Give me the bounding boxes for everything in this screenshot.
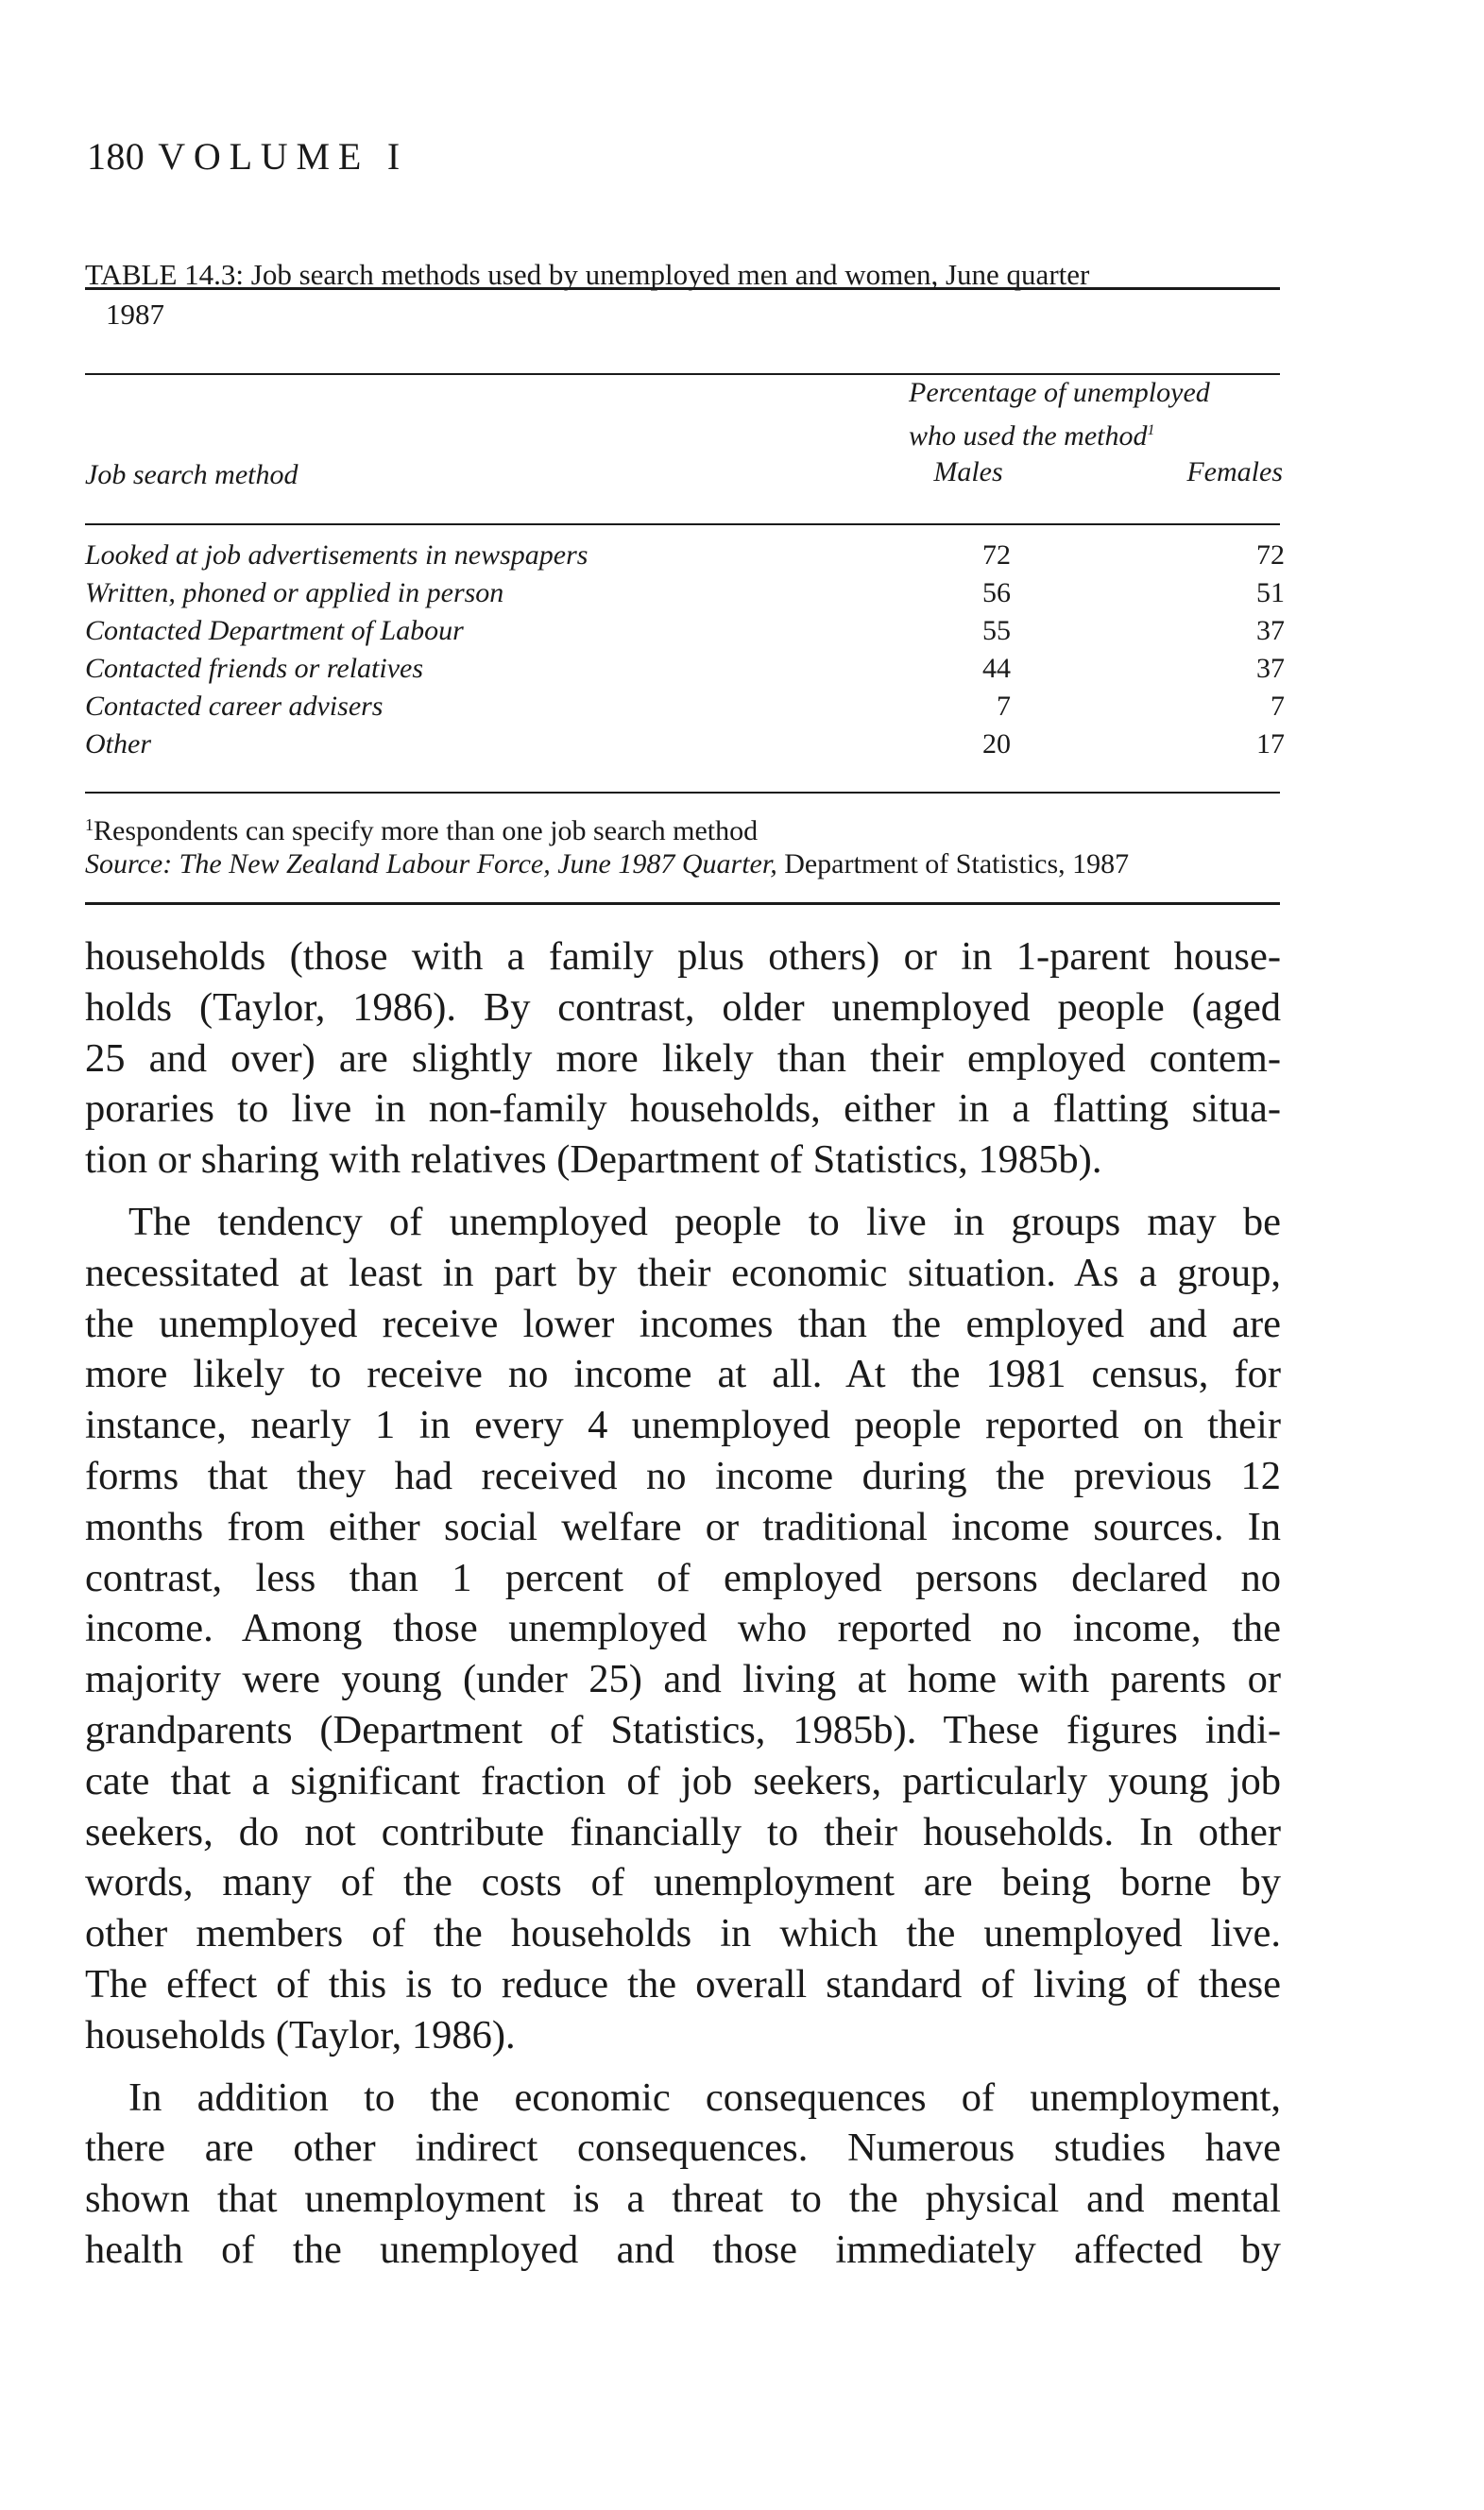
column-header-males: Males [933, 456, 1003, 487]
percentage-header-line1: Percentage of unemployed [909, 377, 1210, 408]
text-line: seekers, do not contribute financially to their households. In other [85, 1809, 1281, 1854]
source-rest: Department of Statistics, 1987 [776, 848, 1130, 879]
page-number: 180 [87, 135, 145, 178]
table-row [85, 574, 1285, 612]
row-females: 7 [1271, 691, 1285, 722]
text-line: majority were young (under 25) and living at home with parents or [85, 1657, 1281, 1702]
text-line: households (Taylor, 1986). [85, 2012, 516, 2058]
text-line: words, many of the costs of unemployment are being borne by [85, 1860, 1281, 1905]
text-line: more likely to receive no income at all. At the 1981 census, for [85, 1352, 1281, 1397]
percentage-header-group [907, 374, 1285, 455]
text-line: The effect of this is to reduce the overall standard of living of these [85, 1961, 1281, 2006]
row-method: Looked at job advertisements in newspapers [85, 539, 588, 571]
paragraph-3 [85, 2073, 1281, 2276]
text-line: shown that unemployment is a threat to the physical and mental [85, 2177, 1281, 2222]
table-end-rule [85, 902, 1280, 905]
paragraph-1 [85, 931, 1281, 1186]
source-label: Source: The New Zealand Labour Force, June 1987 Quarter, [85, 848, 777, 879]
table-source [85, 845, 1129, 884]
text-line: contrast, less than 1 percent of employed persons declared no [85, 1555, 1281, 1600]
row-females: 37 [1256, 615, 1285, 646]
table-header-bottom-rule [85, 523, 1280, 525]
table-body [85, 537, 1285, 763]
row-method: Written, phoned or applied in person [85, 577, 504, 608]
text-line: poraries to live in non-family households, either in a flatting situa- [85, 1086, 1281, 1132]
row-method: Contacted friends or relatives [85, 653, 424, 684]
paragraph-2 [85, 1197, 1281, 2061]
text-line: holds (Taylor, 1986). By contrast, older unemployed people (aged [85, 984, 1281, 1030]
row-males: 7 [997, 691, 1011, 722]
text-line: the unemployed receive lower incomes than the employed and are [85, 1301, 1281, 1346]
running-head [87, 134, 408, 179]
text-line: The tendency of unemployed people to live in groups may be [128, 1199, 1281, 1244]
text-line: there are other indirect consequences. Numerous studies have [85, 2126, 1281, 2171]
table-caption [85, 255, 1285, 334]
row-females: 17 [1256, 728, 1285, 760]
row-method: Contacted Department of Labour [85, 615, 464, 646]
text-line: necessitated at least in part by their economic situation. As a group, [85, 1250, 1281, 1295]
row-males: 20 [982, 728, 1011, 760]
row-females: 51 [1256, 577, 1285, 608]
row-method: Contacted career advisers [85, 691, 384, 722]
row-females: 37 [1256, 653, 1285, 684]
table-row [85, 688, 1285, 726]
text-line: 25 and over) are slightly more likely than their employed contem- [85, 1035, 1281, 1081]
footnote-mark: 1 [85, 815, 94, 834]
text-line: forms that they had received no income during the previous 12 [85, 1453, 1281, 1498]
text-line: health of the unemployed and those immediately affected by [85, 2227, 1281, 2272]
row-females: 72 [1256, 539, 1285, 571]
table-row [85, 537, 1285, 574]
body-text [85, 931, 1281, 2287]
column-header-females: Females [1186, 456, 1283, 487]
text-line: tion or sharing with relatives (Department of Statistics, 1985b). [85, 1137, 1102, 1183]
row-method: Other [85, 728, 151, 760]
row-males: 72 [982, 539, 1011, 571]
text-line: In addition to the economic consequences of unemployment, [128, 2075, 1281, 2120]
column-header-method: Job search method [85, 459, 299, 490]
row-males: 44 [982, 653, 1011, 684]
table-row [85, 650, 1285, 688]
header-footnote-mark: 1 [1147, 422, 1155, 438]
text-line: households (those with a family plus others) or in 1-parent house- [85, 934, 1281, 979]
row-males: 55 [982, 615, 1011, 646]
footnote-text: Respondents can specify more than one job search method [94, 815, 759, 846]
text-line: grandparents (Department of Statistics, 1985b). These figures indi- [85, 1707, 1281, 1752]
text-line: cate that a significant fraction of job seekers, particularly young job [85, 1758, 1281, 1803]
text-line: instance, nearly 1 in every 4 unemployed people reported on their [85, 1403, 1281, 1448]
table-row [85, 612, 1285, 650]
percentage-header-line2: who used the method$^1$ [909, 420, 1155, 452]
table-row [85, 726, 1285, 763]
text-line: other members of the households in which the unemployed live. [85, 1911, 1281, 1956]
row-males: 56 [982, 577, 1011, 608]
table-caption-line2: 1987 [106, 298, 164, 331]
volume-label: VOLUME I [158, 135, 409, 178]
text-line: months from either social welfare or traditional income sources. In [85, 1504, 1281, 1549]
table-bottom-rule [85, 792, 1280, 794]
table-caption-line1: TABLE 14.3: Job search methods used by unemployed men and women, June quarter [85, 258, 1090, 291]
text-line: income. Among those unemployed who reported no income, the [85, 1606, 1281, 1651]
